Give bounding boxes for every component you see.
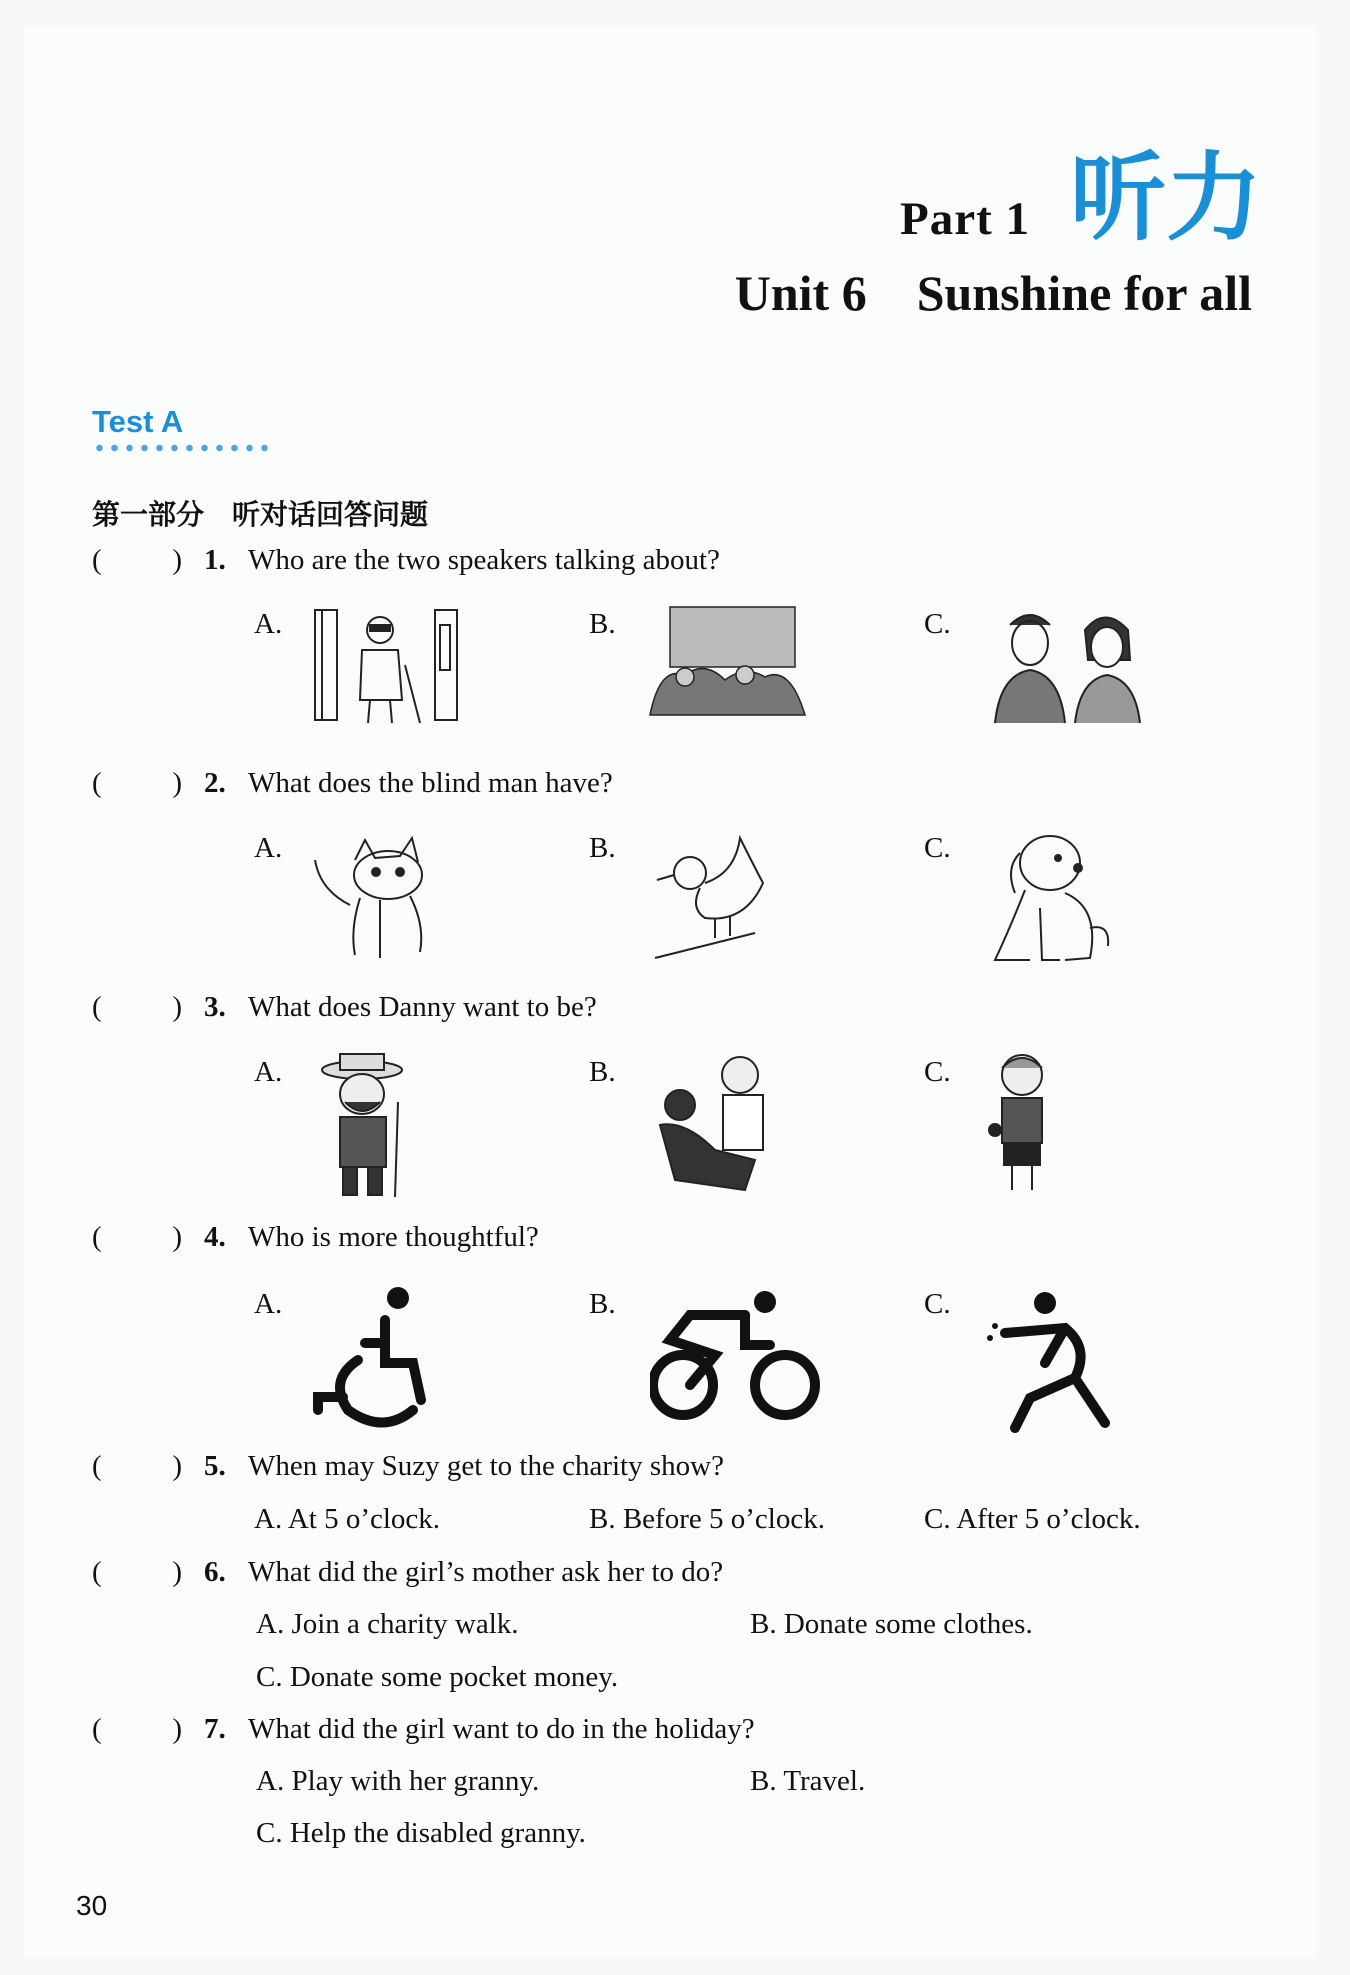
answer-option[interactable]: B. Travel. [750,1765,866,1797]
blind-walker-icon[interactable] [985,1288,1115,1433]
question-number: 5. [204,1450,226,1482]
answer-option[interactable]: A. At 5 o’clock. [254,1503,441,1535]
question-text: Who are the two speakers talking about? [248,544,720,576]
answer-blank[interactable]: ( ) [92,1713,182,1745]
question-text: What does Danny want to be? [248,991,597,1023]
question-number: 1. [204,544,226,576]
test-label: Test A [92,404,184,439]
wheelchair-icon[interactable] [313,1285,443,1430]
dentist-picture[interactable] [645,1050,780,1200]
answer-option[interactable]: A. Join a charity walk. [256,1608,519,1640]
question-text: What did the girl want to do in the holiday? [248,1713,755,1745]
option-letter: A. [254,608,283,640]
homeless-people-picture[interactable] [645,605,810,725]
option-letter: C. [924,1056,951,1088]
singer-picture[interactable] [980,1050,1065,1200]
option-letter: A. [254,1288,283,1320]
page-number: 30 [76,1890,108,1921]
option-letter: C. [924,832,951,864]
question-7 [92,1713,755,1746]
option-letter: B. [589,1288,616,1320]
part-label: Part 1 [900,193,1030,245]
answer-option[interactable]: A. Play with her granny. [256,1765,540,1797]
dog-picture[interactable] [980,828,1115,968]
question-number: 2. [204,767,226,799]
answer-blank[interactable]: ( ) [92,991,182,1023]
question-2 [92,767,613,800]
deaf-couple-signing-picture[interactable] [980,605,1150,725]
answer-blank[interactable]: ( ) [92,1221,182,1253]
question-1 [92,544,720,577]
question-text: What did the girl’s mother ask her to do? [248,1556,724,1588]
farmer-picture[interactable] [310,1052,420,1202]
option-letter: B. [589,608,616,640]
option-letter: B. [589,832,616,864]
test-underline-dots [92,444,272,452]
part-header [900,142,1262,254]
answer-blank[interactable]: ( ) [92,1556,182,1588]
cat-picture[interactable] [310,830,455,965]
answer-option[interactable]: B. Donate some clothes. [750,1608,1033,1640]
question-text: When may Suzy get to the charity show? [248,1450,724,1482]
option-letter: C. [924,1288,951,1320]
option-letter: A. [254,832,283,864]
question-number: 7. [204,1713,226,1745]
cyclist-icon[interactable] [650,1290,820,1425]
answer-blank[interactable]: ( ) [92,767,182,799]
unit-title: Unit 6 Sunshine for all [734,265,1252,321]
blind-man-picture[interactable] [310,605,480,725]
question-3 [92,991,597,1024]
question-text: What does the blind man have? [248,767,613,799]
answer-blank[interactable]: ( ) [92,1450,182,1482]
question-number: 4. [204,1221,226,1253]
listening-title: 听力 [1070,142,1262,254]
answer-option[interactable]: B. Before 5 o’clock. [589,1503,825,1535]
question-text: Who is more thoughtful? [248,1221,539,1253]
question-4 [92,1221,539,1254]
section-title: 第一部分 听对话回答问题 [92,498,429,531]
question-number: 3. [204,991,226,1023]
question-number: 6. [204,1556,226,1588]
answer-blank[interactable]: ( ) [92,544,182,576]
question-6 [92,1556,723,1589]
answer-option[interactable]: C. After 5 o’clock. [924,1503,1141,1535]
option-letter: C. [924,608,951,640]
bird-picture[interactable] [645,828,775,963]
answer-option[interactable]: C. Donate some pocket money. [256,1661,619,1693]
option-letter: A. [254,1056,283,1088]
option-letter: B. [589,1056,616,1088]
answer-option[interactable]: C. Help the disabled granny. [256,1817,586,1849]
question-5 [92,1450,724,1483]
